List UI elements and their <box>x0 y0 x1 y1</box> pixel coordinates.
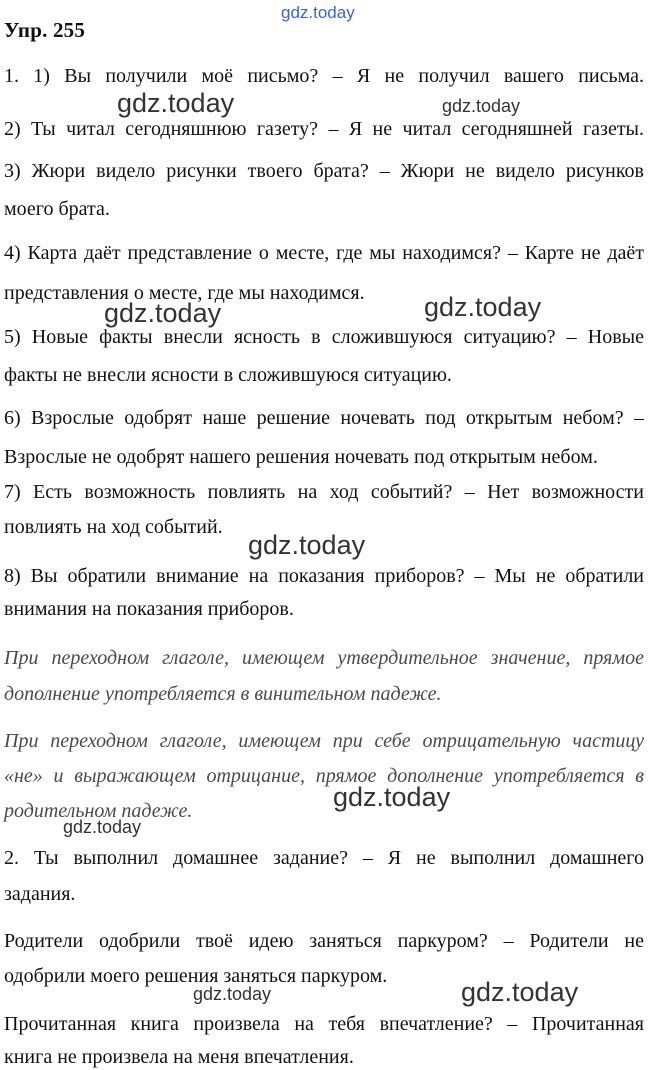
text-line: 2) Ты читал сегодняшнюю газету? – Я не читал сегодняшней газеты. <box>4 118 644 140</box>
watermark: gdz.today <box>193 984 272 1004</box>
rule-line: родительном падеже. <box>4 800 193 822</box>
text-line: 6) Взрослые одобрят наше решение ночевать под открытым небом? – <box>4 407 644 429</box>
text-line: факты не внесли ясности в сложившуюся ситуацию. <box>4 364 452 386</box>
text-line: Прочитанная книга произвела на тебя впечатление? – Прочитанная <box>4 1013 644 1035</box>
rule-line: «не» и выражающем отрицание, прямое дополнение употребляется в <box>4 765 644 787</box>
text-line: 4) Карта даёт представление о месте, где мы находимся? – Карте не даёт <box>4 242 644 264</box>
text-line: 1. 1) Вы получили моё письмо? – Я не получил вашего письма. <box>4 65 644 87</box>
watermark: gdz.today <box>424 292 542 322</box>
text-line: Взрослые не одобрят нашего решения ночевать под открытым небом. <box>4 446 598 468</box>
watermark: gdz.today <box>461 977 579 1007</box>
text-line: 2. Ты выполнил домашнее задание? – Я не выполнил домашнего <box>4 847 644 869</box>
rule-line: дополнение употребляется в винительном падеже. <box>4 683 442 705</box>
text-line: внимания на показания приборов. <box>4 598 294 620</box>
watermark: gdz.today <box>117 88 235 118</box>
watermark: gdz.today <box>442 96 521 116</box>
text-line: повлиять на ход событий. <box>4 516 223 538</box>
text-line: 7) Есть возможность повлиять на ход событий? – Нет возможности <box>4 481 644 503</box>
watermark: gdz.today <box>63 817 142 837</box>
rule-line: При переходном глаголе, имеющем утвердительное значение, прямое <box>4 647 644 669</box>
watermark: gdz.today <box>104 298 222 328</box>
text-line: 8) Вы обратили внимание на показания приборов? – Мы не обратили <box>4 565 644 587</box>
text-line: представления о месте, где мы находимся. <box>4 282 365 304</box>
text-line: 5) Новые факты внесли ясность в сложившуюся ситуацию? – Новые <box>4 326 644 348</box>
exercise-title: Упр. 255 <box>4 18 86 42</box>
text-line: задания. <box>4 883 76 905</box>
text-line: моего брата. <box>4 198 110 220</box>
text-line: одобрили моего решения заняться паркуром. <box>4 965 388 987</box>
text-line: 3) Жюри видело рисунки твоего брата? – Жюри не видело рисунков <box>4 160 644 182</box>
watermark: gdz.today <box>248 530 366 560</box>
text-line: книга не произвела на меня впечатления. <box>4 1046 354 1068</box>
rule-line: При переходном глаголе, имеющем при себе отрицательную частицу <box>4 730 644 752</box>
watermark: gdz.today <box>333 782 451 812</box>
site-watermark: gdz.today <box>281 3 355 22</box>
text-line: Родители одобрили твоё идею заняться паркуром? – Родители не <box>4 930 644 952</box>
